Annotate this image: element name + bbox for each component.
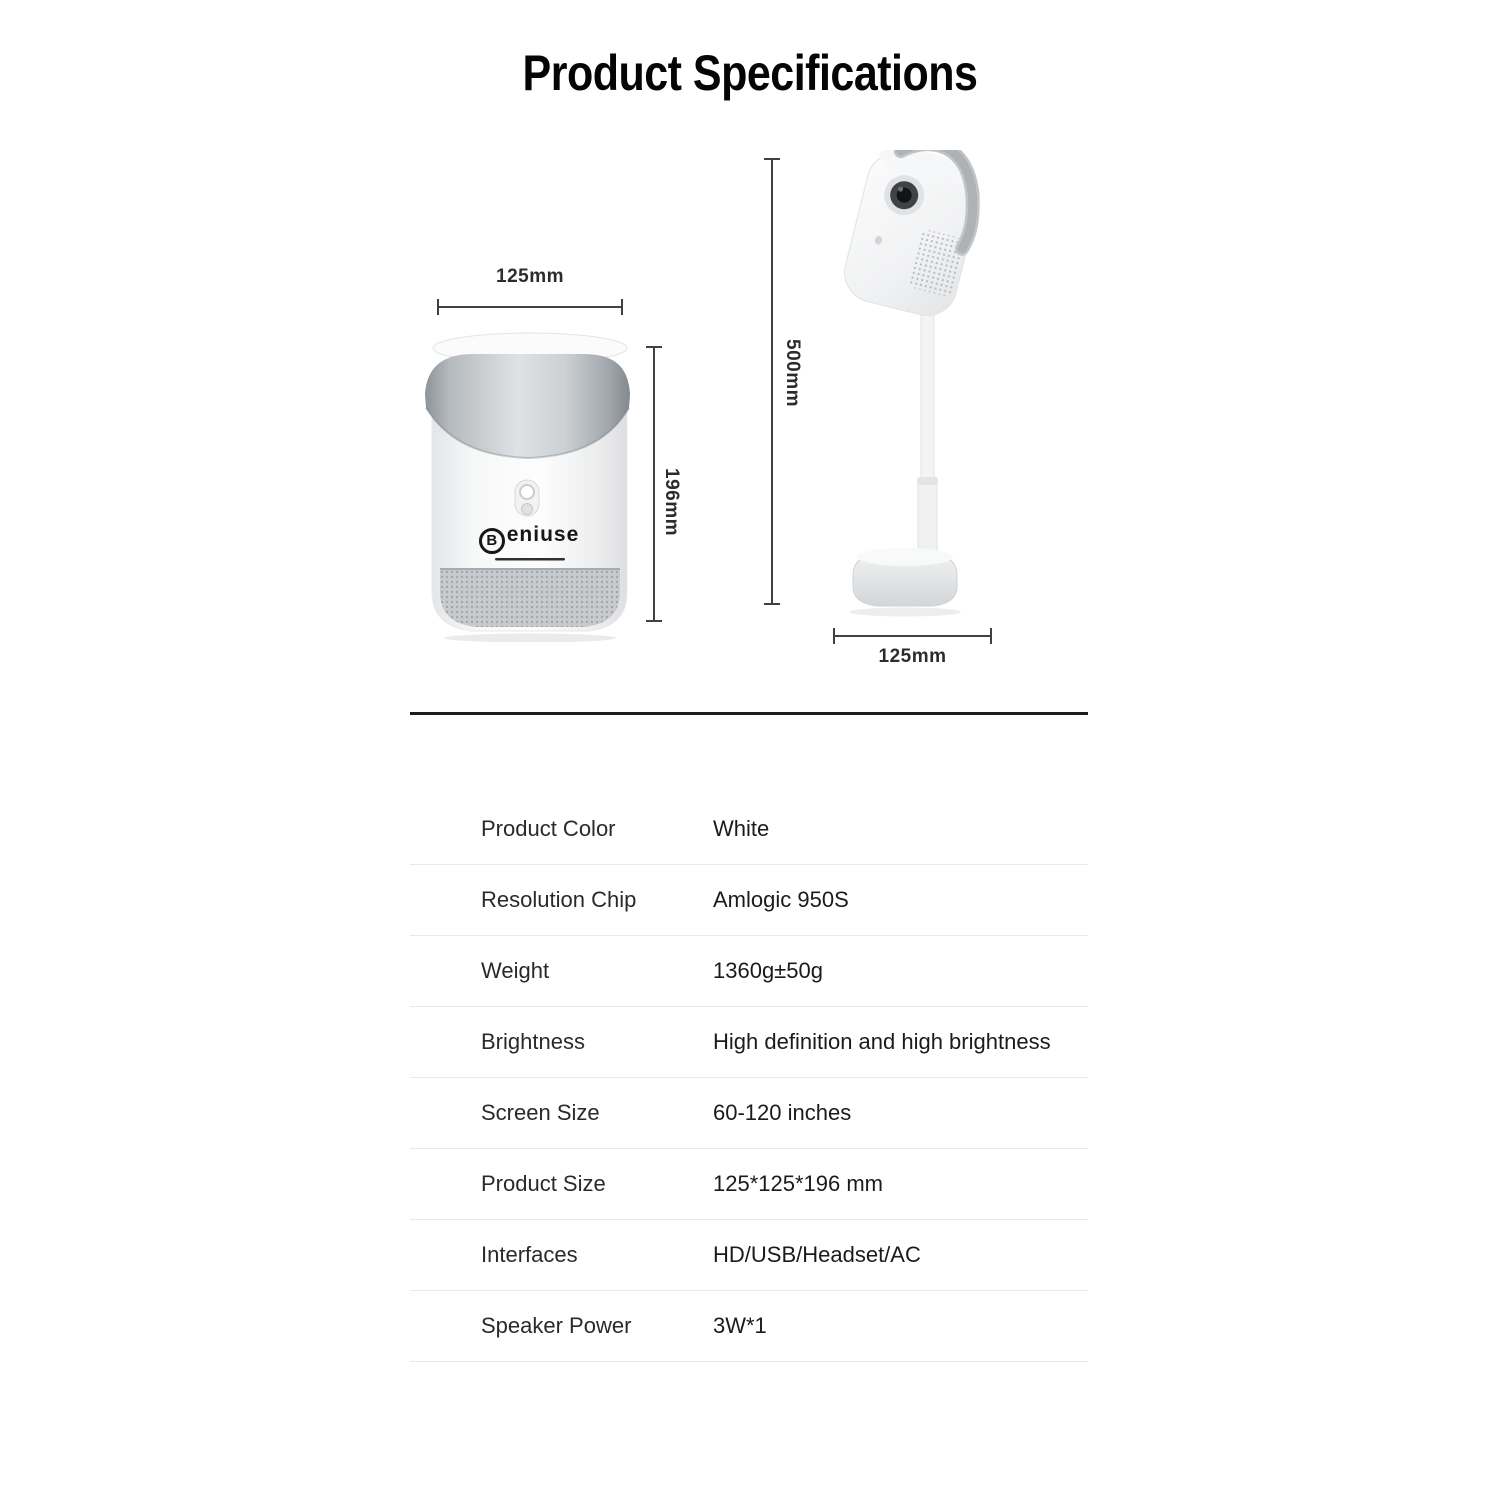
spec-row [410, 1149, 1088, 1220]
front-width-dimension-label: 125mm [496, 266, 564, 287]
spec-row [410, 1220, 1088, 1291]
spec-value: 1360g±50g [713, 958, 823, 983]
dimension-tick [990, 628, 992, 644]
stand-pole-upper [921, 290, 934, 490]
front-width-dimension-line [437, 306, 623, 308]
spec-row [410, 1078, 1088, 1149]
spec-table [410, 715, 1088, 1362]
dimension-tick [621, 299, 623, 315]
focus-button-dot [522, 504, 533, 515]
spec-label: Brightness [481, 1029, 585, 1054]
dimension-tick [764, 158, 780, 160]
dimension-tick [646, 346, 662, 348]
stand-width-dimension-label: 125mm [878, 646, 947, 667]
page-title: Product Specifications [522, 46, 978, 102]
front-view-figure [420, 330, 632, 642]
spec-label: Interfaces [481, 1242, 578, 1267]
spec-value: HD/USB/Headset/AC [713, 1242, 921, 1267]
spec-value: 3W*1 [713, 1313, 767, 1338]
spec-value: High definition and high brightness [713, 1029, 1051, 1054]
spec-label: Weight [481, 958, 550, 983]
spec-label: Screen Size [481, 1100, 600, 1125]
spec-value: 60-120 inches [713, 1100, 852, 1125]
focus-button-dot [520, 485, 534, 499]
spec-row [410, 936, 1088, 1007]
stand-base-top [857, 548, 953, 566]
spec-row [410, 865, 1088, 936]
grille-top-edge [440, 568, 620, 570]
stand-pole-joint [917, 477, 938, 485]
front-height-dimension-label: 196mm [661, 468, 682, 536]
brand-logo [440, 523, 618, 551]
stand-head [838, 150, 985, 322]
spec-label: Product Color [481, 816, 616, 841]
spec-value: 125*125*196 mm [713, 1171, 884, 1196]
stand-height-dimension-label: 500mm [782, 339, 803, 407]
brand-logo-text: eniuse [506, 523, 580, 546]
dimension-tick [764, 603, 780, 605]
brand-logo-initial: B [479, 528, 505, 554]
front-shadow [444, 634, 616, 643]
spec-row [410, 794, 1088, 865]
front-accent-line [495, 558, 565, 561]
spec-label: Product Size [481, 1171, 606, 1196]
dimension-tick [437, 299, 439, 315]
stand-view-figure [835, 150, 985, 622]
stand-width-dimension-line [833, 635, 992, 637]
speaker-grille [440, 570, 620, 627]
stand-shadow [849, 608, 961, 617]
spec-row [410, 1007, 1088, 1078]
front-height-dimension-line [653, 346, 655, 622]
stand-height-dimension-line [771, 158, 773, 605]
spec-label: Speaker Power [481, 1313, 632, 1338]
spec-value: White [713, 816, 770, 841]
spec-value: Amlogic 950S [713, 887, 849, 912]
dimension-tick [833, 628, 835, 644]
spec-row [410, 1291, 1088, 1362]
dimension-tick [646, 620, 662, 622]
spec-label: Resolution Chip [481, 887, 637, 912]
